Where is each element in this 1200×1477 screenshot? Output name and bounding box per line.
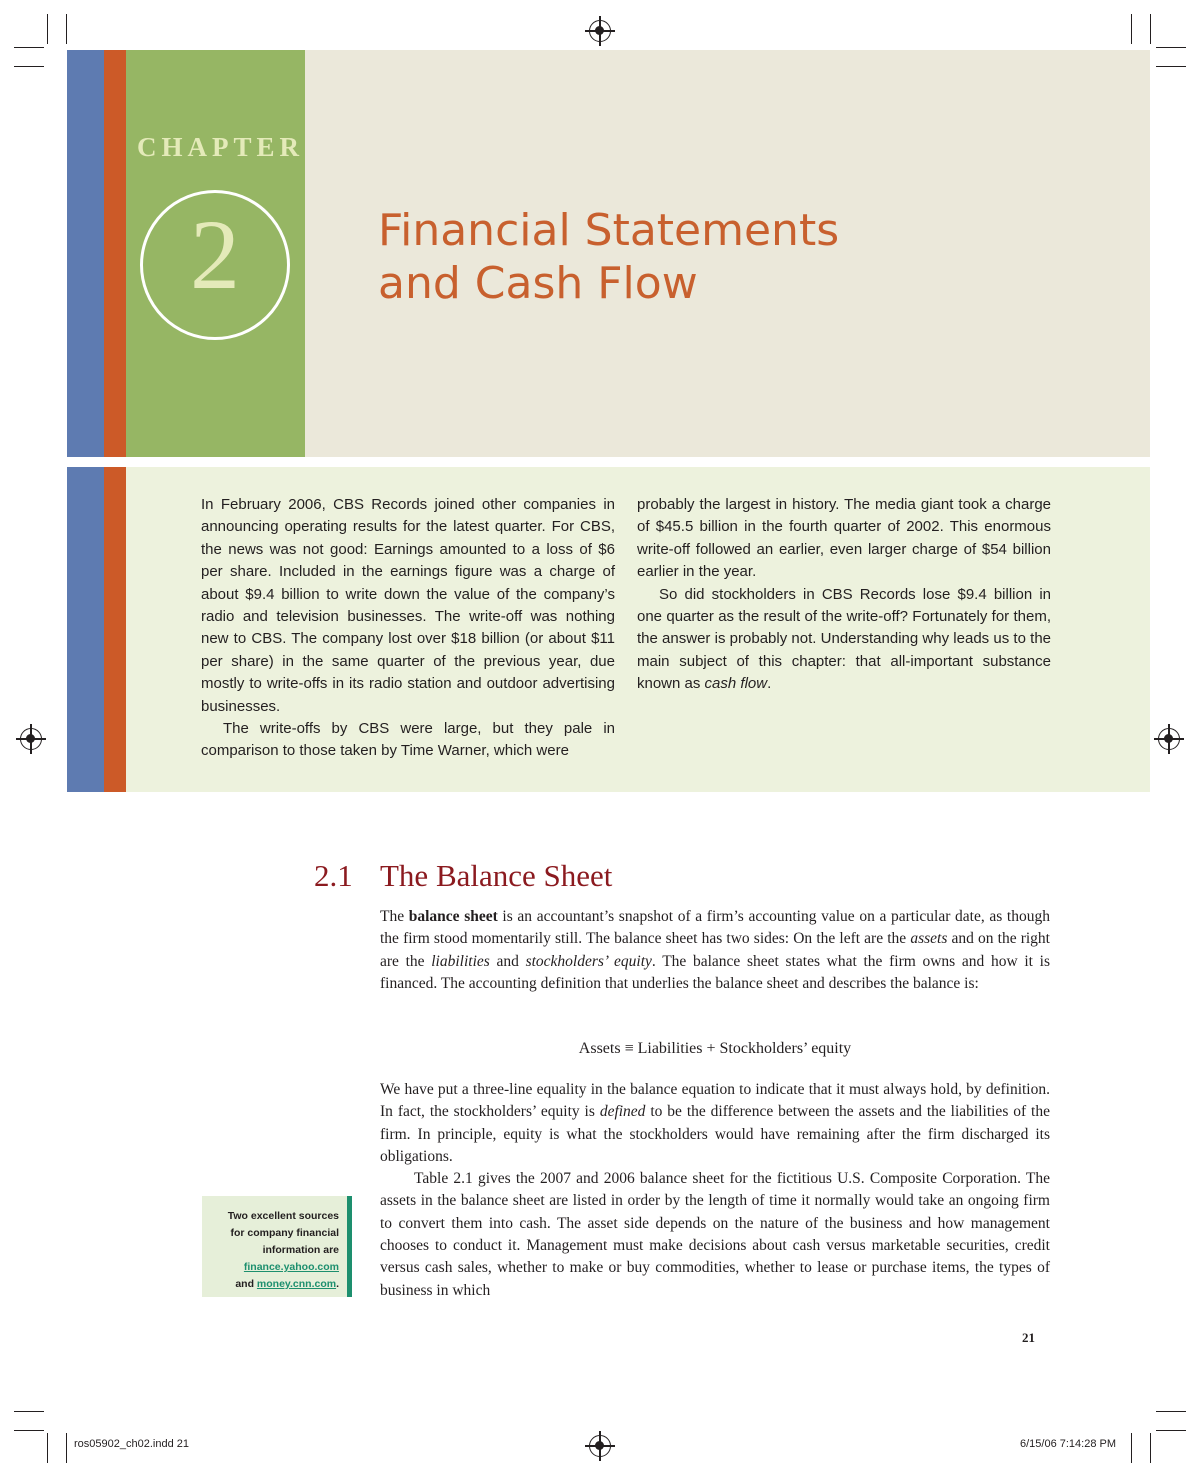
registration-mark-icon [589,1435,611,1457]
text-span: The [380,908,409,925]
intro-column-left [201,494,615,763]
crop-mark [66,1433,67,1463]
intro-orange-band [104,467,126,792]
section-title: The Balance Sheet [380,858,613,893]
crop-mark [14,66,44,67]
section-number: 2.1 [314,858,353,893]
section-body-2 [380,1079,1050,1302]
crop-mark [47,1433,48,1463]
body-paragraph [380,906,1050,995]
note-line: information are [262,1244,339,1256]
crop-mark [1150,1433,1151,1463]
crop-mark [14,1430,44,1431]
crop-mark [1156,66,1186,67]
crop-mark [47,14,48,44]
section-body-1 [380,906,1050,995]
crop-mark [66,14,67,44]
text-span: We have put a three-line equality in the balance equation to indicate that it must always hold, by definition. In fact, the stockholders’ equity is [380,1081,1050,1121]
chapter-title-line-1: Financial Statements [378,205,840,256]
emphasis-defined: defined [599,1103,646,1121]
margin-note [202,1196,352,1297]
text-span: and on the right are the [380,930,1050,970]
note-line: Two excellent sources [227,1210,339,1222]
intro-paragraph: In February 2006, CBS Records joined other companies in announcing operating results for the latest quarter. For CBS, the news was not good: Earnings amounted to a loss of $6 per share. Included in the earnings figure was a charge of about $9.4 billion to write down the value of the company’s radio and television businesses. The write-off was nothing new to CBS. The company lost over $18 billion (or about $11 per share) in the same quarter of the previous year, due mostly to write-offs in its radio station and outdoor advertising businesses. [201,496,615,715]
chapter-label: CHAPTER [137,132,305,162]
intro-blue-band [67,467,104,792]
text-span: and [489,952,526,970]
link-money-cnn[interactable]: money.cnn.com [256,1278,337,1290]
slug-timestamp: 6/15/06 7:14:28 PM [1020,1438,1117,1450]
crop-mark [1131,14,1132,44]
text-span: is an accountant’s snapshot of a firm’s accounting value on a particular date, as though the firm stood momentarily still. The balance sheet has two sides: On the left are the [380,908,1050,948]
crop-mark [1156,1411,1186,1412]
crop-mark [1131,1433,1132,1463]
note-and: and [235,1278,257,1290]
chapter-number-circle [140,190,290,340]
chapter-title-line-2: and Cash Flow [378,258,698,309]
intro-column-right [637,494,1051,696]
crop-mark [1150,14,1151,44]
slug-file-info: ros05902_ch02.indd 21 [74,1438,189,1450]
text-span: . [767,675,772,693]
orange-band [104,50,126,457]
crop-mark [14,47,44,48]
emphasis-cash-flow: cash flow [704,675,768,693]
crop-mark [14,1411,44,1412]
emphasis-equity: stockholders’ equity [525,952,652,970]
intro-paragraph [637,584,1051,696]
body-paragraph: Table 2.1 gives the 2007 and 2006 balance sheet for the fictitious U.S. Composite Corporation. The assets in the balance sheet are listed in order by the length of time it normally would take an ongoing firm to convert them into cash. The asset side depends on the nature of the business and how management chooses to conduct it. Management must make decisions about cash versus marketable securities, credit versus cash sales, whether to make or buy commodities, whether to lease or purchase items, the types of business in which [380,1170,1050,1299]
text-span: So did stockholders in CBS Records lose $9.4 billion in one quarter as the result of the write-off? Fortunately for them, the answer is probably not. Understanding why leads us to the main subject of this chapter: that all-important substance known as [637,585,1051,693]
chapter-title [378,204,839,310]
registration-mark-icon [1158,728,1180,750]
key-term-balance-sheet: balance sheet [408,908,498,925]
note-line: for company financial [230,1227,339,1239]
chapter-number: 2 [190,199,240,310]
intro-paragraph: The write-offs by CBS were large, but they pale in comparison to those taken by Time Warner, which were [201,720,615,760]
text-span: to be the difference between the assets and the liabilities of the firm. In principle, equity is what the stockholders would have remaining after the firm discharged its obligations. [380,1103,1050,1165]
emphasis-liabilities: liabilities [431,952,490,970]
body-paragraph [380,1079,1050,1168]
registration-mark-icon [589,20,611,42]
intro-paragraph: probably the largest in history. The media giant took a charge of $45.5 billion in the fourth quarter of 2002. This enormous write-off followed an earlier, even larger charge of $54 billion earlier in the year. [637,496,1051,581]
crop-mark [1156,1430,1186,1431]
page-number: 21 [1022,1330,1035,1345]
crop-mark [1156,47,1186,48]
blue-band [67,50,104,457]
link-finance-yahoo[interactable]: finance.yahoo.com [243,1261,339,1273]
balance-equation: Assets ≡ Liabilities + Stockholders’ equity [578,1040,852,1057]
registration-mark-icon [20,728,42,750]
text-span: . The balance sheet states what the firm owns and how it is financed. The accounting definition that underlies the balance sheet and describes the balance is: [380,952,1050,992]
emphasis-assets: assets [910,930,948,948]
note-end: . [336,1278,339,1290]
